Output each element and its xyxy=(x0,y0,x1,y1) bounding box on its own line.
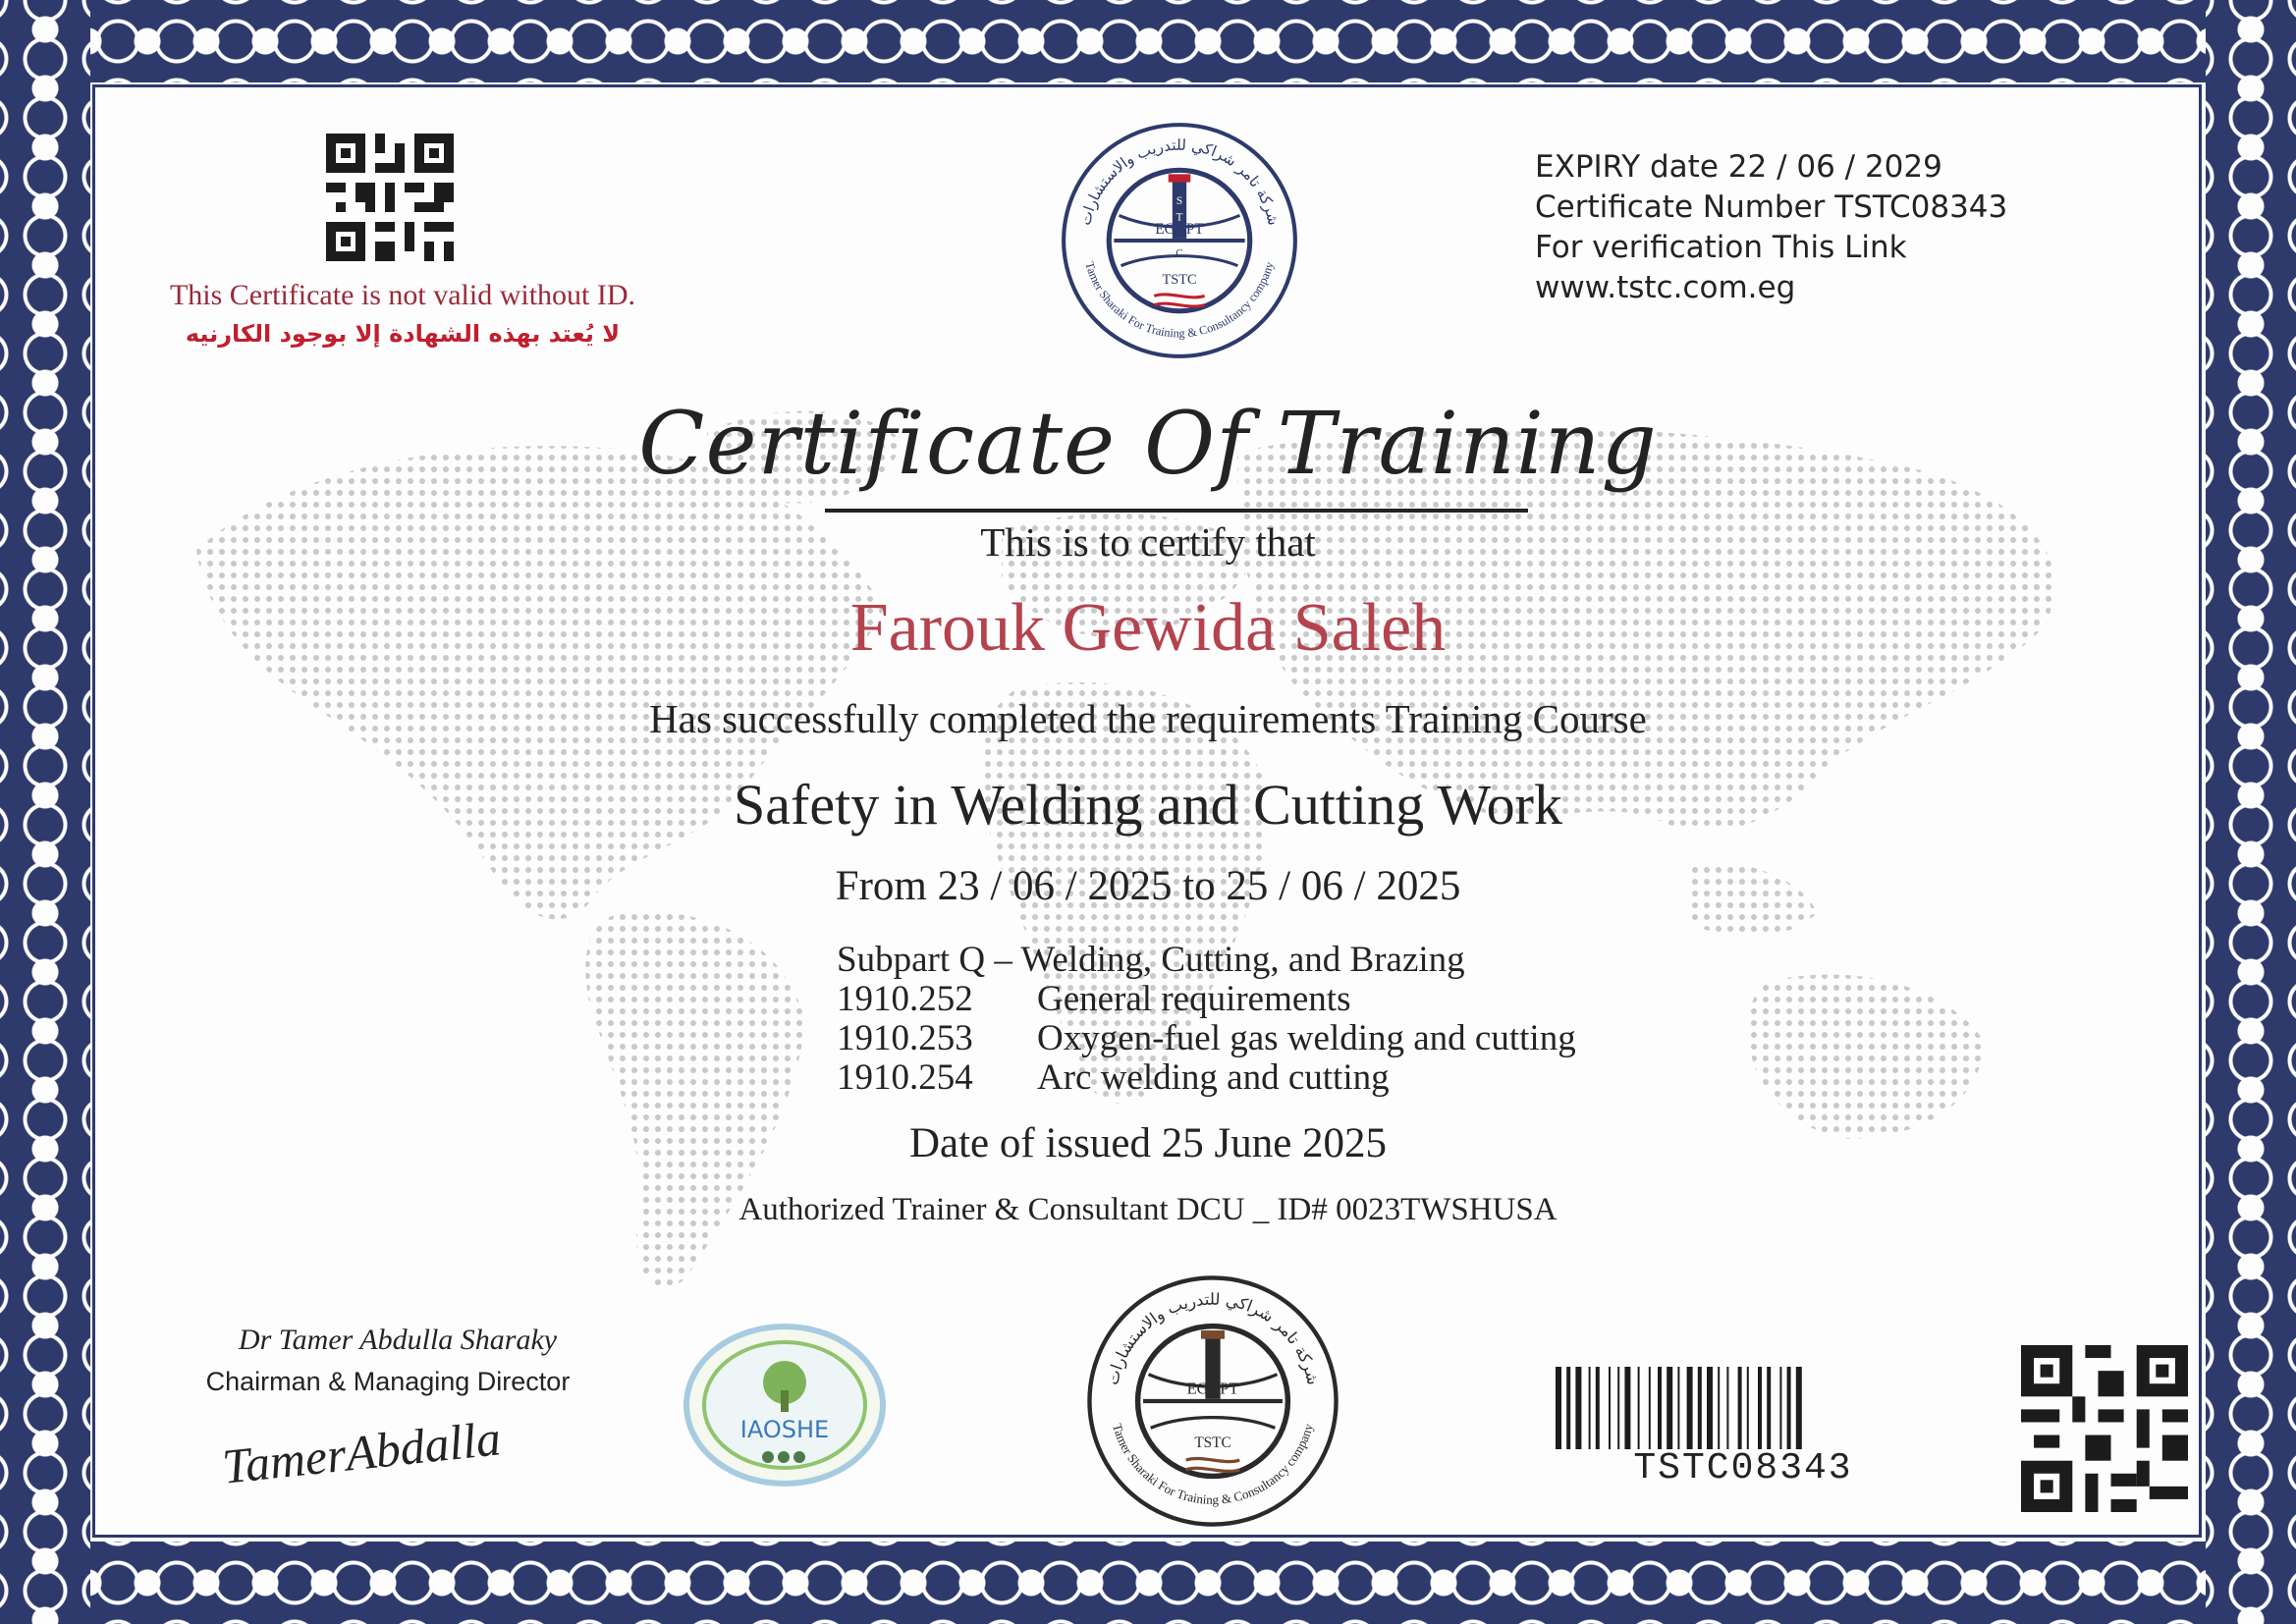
standard-code: 1910.252 xyxy=(837,979,973,1019)
course-title: Safety in Welding and Cutting Work xyxy=(734,773,1562,837)
verification-link[interactable]: www.tstc.com.eg xyxy=(1535,270,1796,305)
certify-line: This is to certify that xyxy=(980,519,1316,565)
recipient-name: Farouk Gewida Saleh xyxy=(849,590,1447,666)
verification-text: For verification This Link xyxy=(1535,230,1907,265)
title-underline xyxy=(825,509,1528,513)
handwritten-signature: TamerAbdalla xyxy=(219,1410,504,1494)
seal-letter-t: T xyxy=(1175,211,1183,224)
ornamental-border-top xyxy=(0,0,2296,82)
standard-code: 1910.253 xyxy=(837,1018,973,1058)
completion-line: Has successfully completed the requirements Training Course xyxy=(649,696,1647,741)
qr-code-top xyxy=(326,134,454,261)
badge-label: IAOSHE xyxy=(739,1416,830,1443)
subpart-heading: Subpart Q – Welding, Cutting, and Brazing xyxy=(837,940,1465,980)
qr-code-bottom xyxy=(2021,1345,2188,1512)
validity-notice-arabic: لا يُعتد بهذه الشهادة إلا بوجود الكارنيه xyxy=(185,320,621,348)
standard-description: General requirements xyxy=(1037,979,1351,1019)
expiry-date: EXPIRY date 22 / 06 / 2029 xyxy=(1535,149,1942,185)
standard-description: Oxygen-fuel gas welding and cutting xyxy=(1037,1018,1576,1058)
seal-arabic-arc: شركة تامر شراكي للتدريب والاستشارات xyxy=(1076,135,1283,228)
course-dates: From 23 / 06 / 2025 to 25 / 06 / 2025 xyxy=(835,863,1461,909)
seal-arabic-arc: شركة تامر شراكي للتدريب والاستشارات xyxy=(1103,1289,1323,1387)
seal-letter-s: S xyxy=(1175,195,1183,208)
validity-notice: This Certificate is not valid without ID. xyxy=(169,279,636,311)
seal-english-arc: Tamer Sharaki For Training & Consultancy company xyxy=(1082,260,1277,341)
tstc-seal-bottom xyxy=(1084,1272,1341,1530)
signatory-role: Chairman & Managing Director xyxy=(205,1367,571,1396)
seal-country: EGYPT xyxy=(1155,220,1204,238)
iaoshe-badge xyxy=(682,1322,888,1489)
seal-abbr: TSTC xyxy=(1162,272,1197,289)
seal-english-arc: Tamer Sharaki For Training & Consultancy company xyxy=(1110,1422,1316,1507)
standard-description: Arc welding and cutting xyxy=(1037,1057,1390,1098)
standard-code: 1910.254 xyxy=(837,1057,973,1098)
barcode-number: TSTC08343 xyxy=(1633,1447,1853,1489)
seal-letter-c: C xyxy=(1175,247,1183,260)
ornamental-border-bottom xyxy=(0,1542,2296,1624)
trainer-id: Authorized Trainer & Consultant DCU _ ID# 0023TWSHUSA xyxy=(738,1192,1558,1227)
issue-date: Date of issued 25 June 2025 xyxy=(908,1120,1388,1166)
certificate-number: Certificate Number TSTC08343 xyxy=(1535,189,2008,225)
seal-abbr: TSTC xyxy=(1194,1434,1231,1451)
signatory-name: Dr Tamer Abdulla Sharaky xyxy=(238,1324,558,1356)
barcode xyxy=(1554,1367,1933,1455)
certificate-title: Certificate Of Training xyxy=(638,393,1658,494)
seal-country: EGYPT xyxy=(1186,1379,1239,1398)
tstc-seal-top xyxy=(1059,120,1300,361)
